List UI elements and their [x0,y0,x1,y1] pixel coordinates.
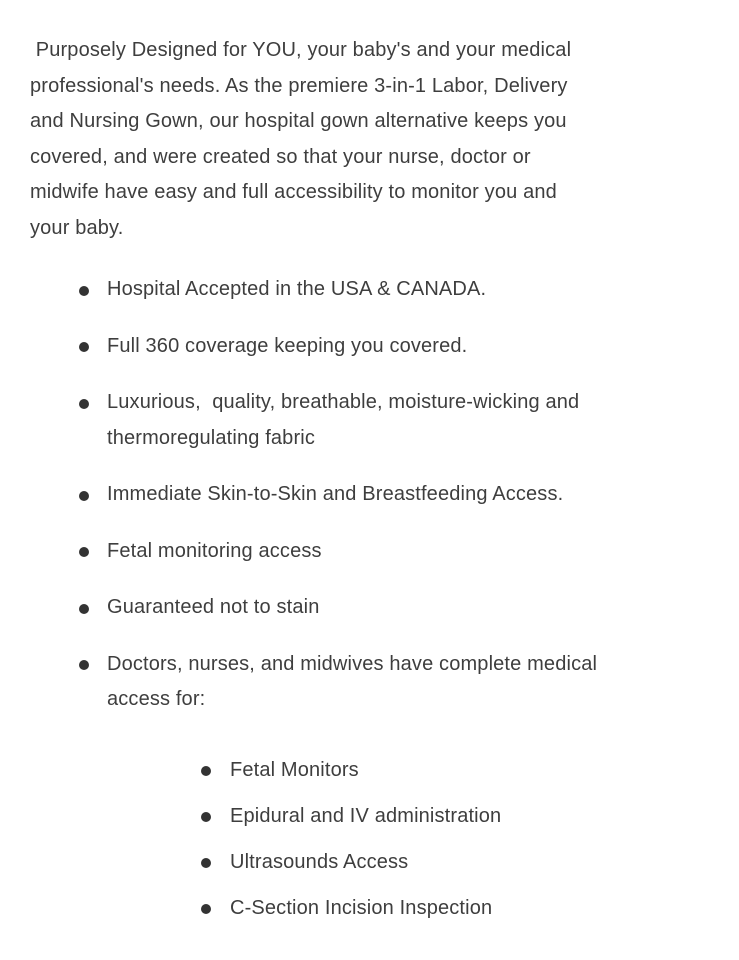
feature-text: Fetal monitoring access [107,539,322,562]
intro-line: midwife have easy and full accessibility to monitor you and [30,181,557,203]
medical-access-item [107,845,709,881]
feature-text: thermoregulating fabric [107,426,316,449]
feature-text: access for: [107,688,206,710]
bullet-icon [201,766,211,776]
bullet-icon [79,604,89,614]
feature-item [30,647,709,927]
feature-item [30,477,709,513]
feature-text: Hospital Accepted in the USA & CANADA. [107,278,487,300]
feature-text: Guaranteed not to stain [107,596,320,618]
feature-item [30,534,709,570]
bullet-icon [79,547,89,557]
bullet-icon [79,286,89,296]
feature-item [30,272,709,308]
feature-list [30,272,709,926]
bullet-icon [201,904,211,914]
bullet-icon [201,858,211,868]
medical-access-item [107,753,709,789]
feature-text: Immediate Skin-to-Skin and Breastfeeding Access. [107,483,564,505]
intro-line: your baby. [30,216,124,239]
medical-access-item [107,799,709,835]
intro-line: covered, and were created so that your nurse, doctor or [30,145,531,168]
feature-text: Doctors, nurses, and midwives have complete medical [107,652,598,675]
intro-line: and Nursing Gown, our hospital gown alternative keeps you [30,110,567,132]
medical-access-list [107,753,709,927]
intro-line: Purposely Designed for YOU, your baby's and your medical [30,39,572,61]
bullet-icon [201,812,211,822]
feature-item [30,590,709,626]
medical-access-item [107,891,709,927]
bullet-icon [79,342,89,352]
bullet-icon [79,491,89,501]
intro-line: professional's needs. As the premiere 3-in-1 Labor, Delivery [30,74,568,97]
bullet-icon [79,399,89,409]
feature-text: Full 360 coverage keeping you covered. [107,334,468,357]
feature-text: Luxurious, quality, breathable, moisture-wicking and [107,391,580,413]
medical-access-text: Epidural and IV administration [230,804,502,827]
bullet-icon [79,660,89,670]
medical-access-text: Ultrasounds Access [230,850,409,873]
medical-access-text: Fetal Monitors [230,758,359,781]
feature-item [30,329,709,365]
feature-item [30,385,709,456]
medical-access-text: C-Section Incision Inspection [230,896,493,919]
intro-paragraph [30,33,709,246]
